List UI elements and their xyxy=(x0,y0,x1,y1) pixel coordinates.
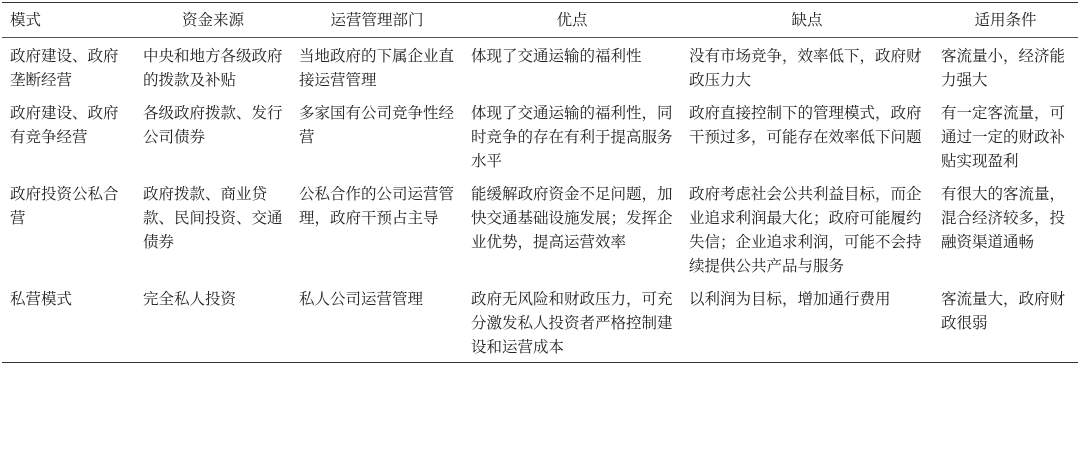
table-row xyxy=(2,95,1078,176)
cell-mode: 私营模式 xyxy=(10,290,73,308)
cell-funding-source: 政府拨款、商业贷款、民间投资、交通债券 xyxy=(143,185,283,251)
cell-applicable-conditions: 客流量小，经济能力强大 xyxy=(941,47,1066,89)
cell-funding-source: 各级政府拨款、发行公司债券 xyxy=(143,104,283,146)
header-advantages: 优点 xyxy=(556,11,588,29)
cell-mode: 政府建设、政府有竞争经营 xyxy=(10,104,119,146)
cell-advantages: 体现了交通运输的福利性 xyxy=(471,47,642,65)
table-row xyxy=(2,38,1078,96)
cell-operating-department: 多家国有公司竞争性经营 xyxy=(299,104,455,146)
cell-advantages: 体现了交通运输的福利性，同时竞争的存在有利于提高服务水平 xyxy=(471,104,673,170)
header-operating-department: 运营管理部门 xyxy=(330,11,424,29)
cell-mode: 政府建设、政府垄断经营 xyxy=(10,47,119,89)
header-funding-source: 资金来源 xyxy=(181,11,244,29)
header-mode: 模式 xyxy=(10,11,42,29)
cell-operating-department: 公私合作的公司运营管理，政府干预占主导 xyxy=(299,185,455,227)
cell-operating-department: 私人公司运营管理 xyxy=(299,290,424,308)
table-body xyxy=(2,38,1078,363)
header-applicable-conditions: 适用条件 xyxy=(974,11,1037,29)
cell-mode: 政府投资公私合营 xyxy=(10,185,119,227)
cell-disadvantages: 政府考虑社会公共利益目标，而企业追求利润最大化；政府可能履约失信；企业追求利润，可能不会持续提供公共产品与服务 xyxy=(689,185,922,275)
table-row xyxy=(2,281,1078,363)
cell-operating-department: 当地政府的下属企业直接运营管理 xyxy=(299,47,455,89)
table-header xyxy=(2,3,1078,38)
cell-disadvantages: 没有市场竞争，效率低下，政府财政压力大 xyxy=(689,47,922,89)
cell-funding-source: 中央和地方各级政府的拨款及补贴 xyxy=(143,47,283,89)
header-disadvantages: 缺点 xyxy=(791,11,823,29)
cell-applicable-conditions: 客流量大，政府财政很弱 xyxy=(941,290,1066,332)
cell-applicable-conditions: 有很大的客流量，混合经济较多，投融资渠道通畅 xyxy=(941,185,1066,251)
cell-applicable-conditions: 有一定客流量，可通过一定的财政补贴实现盈利 xyxy=(941,104,1066,170)
header-row xyxy=(2,3,1078,38)
table-row xyxy=(2,176,1078,281)
cell-advantages: 政府无风险和财政压力，可充分激发私人投资者严格控制建设和运营成本 xyxy=(471,290,673,356)
cell-advantages: 能缓解政府资金不足问题，加快交通基础设施发展；发挥企业优势，提高运营效率 xyxy=(471,185,673,251)
comparison-table xyxy=(2,2,1078,363)
cell-disadvantages: 政府直接控制下的管理模式，政府干预过多，可能存在效率低下问题 xyxy=(689,104,922,146)
cell-disadvantages: 以利润为目标，增加通行费用 xyxy=(689,290,891,308)
cell-funding-source: 完全私人投资 xyxy=(143,290,237,308)
comparison-table-container xyxy=(2,2,1078,363)
